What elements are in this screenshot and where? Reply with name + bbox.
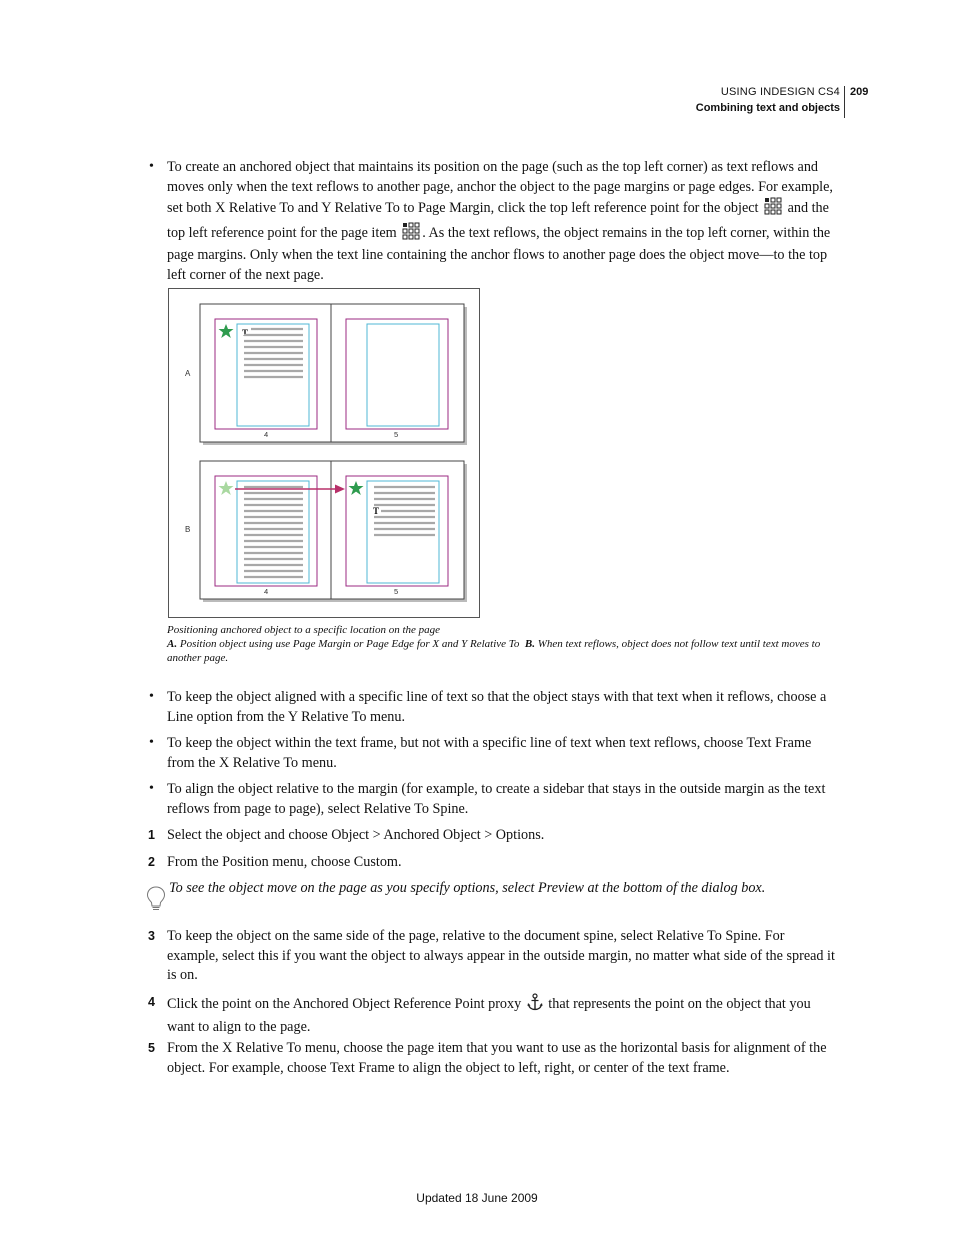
step-number: 5 (148, 1041, 155, 1055)
running-header (696, 86, 840, 114)
step-4-text (167, 993, 839, 1037)
step-4-text-1: Click the point on the Anchored Object Reference Point proxy (167, 996, 522, 1012)
bullet-text-2: and the top left reference point for the page item (167, 200, 829, 241)
bullet-line-option: To keep the object aligned with a specific line of text so that the object stays with that text when it reflows, choose a Line option from the Y Relative To menu. (167, 689, 827, 725)
step-number: 4 (148, 995, 155, 1009)
page-number: 209 (850, 86, 869, 98)
lightbulb-icon (146, 886, 166, 917)
caption-a-text: Position object using use Page Margin or Page Edge for X and Y Relative To (179, 638, 520, 650)
figure-caption (167, 623, 842, 665)
text-marker: T (242, 328, 249, 338)
header-product: USING INDESIGN CS4 (720, 86, 840, 98)
anchor-icon (527, 993, 543, 1018)
step-1-text: Select the object and choose Object > Anchored Object > Options. (167, 827, 545, 843)
bullet-text-1: To create an anchored object that maintains its position on the page (such as the top left corner) as text reflows and moves only when the text reflows to another page, anchor the object to the page margins or page edges. For example, set both X Relative To and Y Relative To to Page Margin, click the top left reference point for the object (167, 159, 833, 217)
caption-title: Positioning anchored object to a specific location on the page (167, 624, 441, 636)
text-marker: T (373, 506, 380, 516)
step-number: 2 (148, 855, 155, 869)
spread-a (200, 304, 464, 442)
figure-illustration (169, 289, 479, 617)
footer-updated: Updated 18 June 2009 (416, 1191, 538, 1205)
caption-b-label: B. (524, 638, 535, 650)
bullet-text-3: . As the text reflows, the object remains in the top left corner, within the page margins. Only when the text line containing the anchor flows to another page does the object move—to the top left corner of the next page. (167, 224, 831, 283)
page-number-left: 4 (264, 587, 269, 596)
bullet-marker: • (149, 159, 154, 174)
bullet-text-frame: To keep the object within the text frame, but not with a specific line of text when text reflows, choose Text Frame from the X Relative To menu. (167, 735, 812, 771)
caption-legend (167, 637, 842, 665)
reference-point-icon (764, 197, 782, 222)
bullet-anchor-page-margins (167, 158, 839, 286)
bullet-marker: • (149, 781, 154, 796)
caption-a-label: A. (167, 638, 178, 650)
step-number: 3 (148, 929, 155, 943)
page-number-right: 5 (394, 430, 399, 439)
reference-point-icon (402, 222, 420, 247)
row-label-b: B (185, 525, 191, 534)
figure-anchored-object (168, 288, 480, 618)
row-label-a: A (185, 369, 191, 378)
page-number-right: 5 (394, 587, 399, 596)
page-number-left: 4 (264, 430, 269, 439)
step-3-text: To keep the object on the same side of the page, relative to the document spine, select Relative To Spine. For example, select this if you want the object to always appear in the outside margin, no matter what side of the spread it is on. (167, 928, 835, 984)
bullet-relative-spine: To align the object relative to the margin (for example, to create a sidebar that stays in the outside margin as the text reflows from page to page), select Relative To Spine. (167, 781, 826, 817)
step-4-text-2: that represents the point on the object that you want to align to the page. (167, 996, 811, 1035)
step-2-text: From the Position menu, choose Custom. (167, 854, 402, 870)
header-section: Combining text and objects (695, 102, 840, 114)
tip-text: To see the object move on the page as you specify options, select Preview at the bottom of the dialog box. (169, 880, 766, 896)
bullet-marker: • (149, 735, 154, 750)
step-5-text: From the X Relative To menu, choose the page item that you want to use as the horizontal basis for alignment of the object. For example, choose Text Frame to align the object to left, right, or center of the text frame. (167, 1040, 827, 1076)
header-divider (844, 86, 845, 118)
caption-b-text: When text reflows, object does not follow text until text moves to another page. (167, 638, 821, 664)
step-number: 1 (148, 828, 155, 842)
bullet-marker: • (149, 689, 154, 704)
